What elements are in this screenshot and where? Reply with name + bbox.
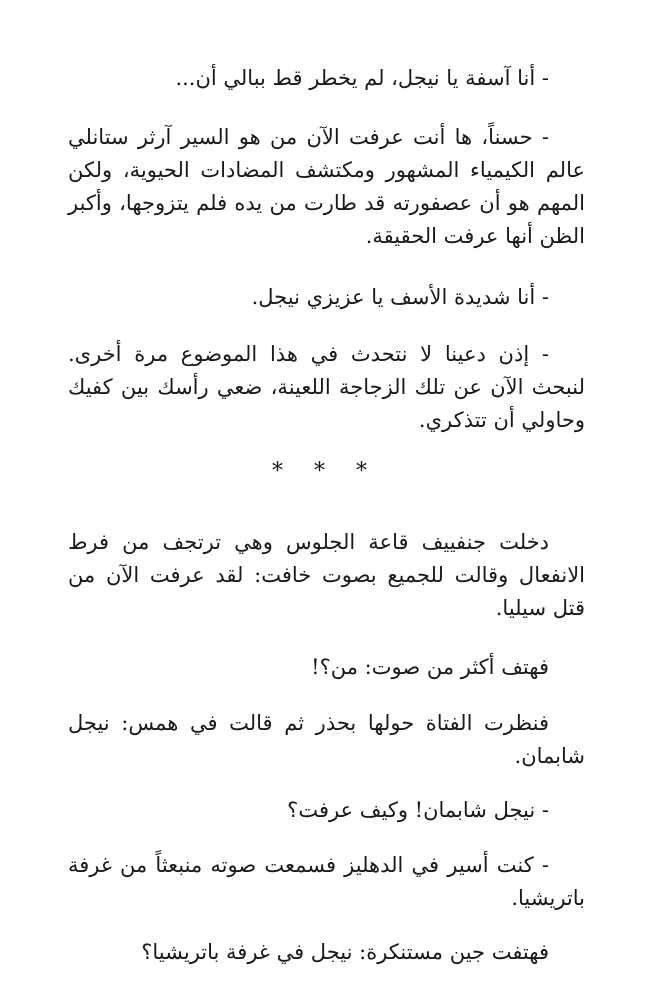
paragraph-who: فهتف أكثر من صوت: من؟! [311, 655, 549, 679]
paragraph-bottle: - إذن دعينا لا نتحدث في هذا الموضوع مرة أخرى. لنبحث الآن عن تلك الزجاجة اللعينة، ضعي رأسك بين كفيك وحاولي أن تتذكري. [68, 342, 585, 432]
paragraph-whisper: فنظرت الفتاة حولها بحذر ثم قالت في همس: نيجل شابمان. [68, 711, 585, 768]
paragraph-how-known: - نيجل شابمان! وكيف عرفت؟ [287, 798, 549, 822]
paragraph-sorry: - أنا شديدة الأسف يا عزيزي نيجل. [251, 285, 549, 309]
section-break: * * * [272, 459, 379, 484]
paragraph-arthur-stanley: - حسناً، ها أنت عرفت الآن من هو السير آرثر ستانلي عالم الكيمياء المشهور ومكتشف المضادات الحيوية، ولكن المهم هو أن عصفورته قد طارت من يده فلم يتزوجها، وأكبر الظن أنها عرفت الحقيقة. [68, 125, 585, 248]
paragraph-jane: فهتفت جين مستنكرة: نيجل في غرفة باتريشيا؟ [141, 940, 549, 964]
paragraph-genevieve: دخلت جنفييف قاعة الجلوس وهي ترتجف من فرط الانفعال وقالت للجميع بصوت خافت: لقد عرفت الآن من قتل سيليا. [68, 530, 585, 620]
paragraph-apology: - أنا آسفة يا نيجل، لم يخطر قط ببالي أن... [175, 66, 549, 90]
paragraph-corridor: - كنت أسير في الدهليز فسمعت صوته منبعثاً من غرفة باتريشيا. [68, 853, 585, 910]
